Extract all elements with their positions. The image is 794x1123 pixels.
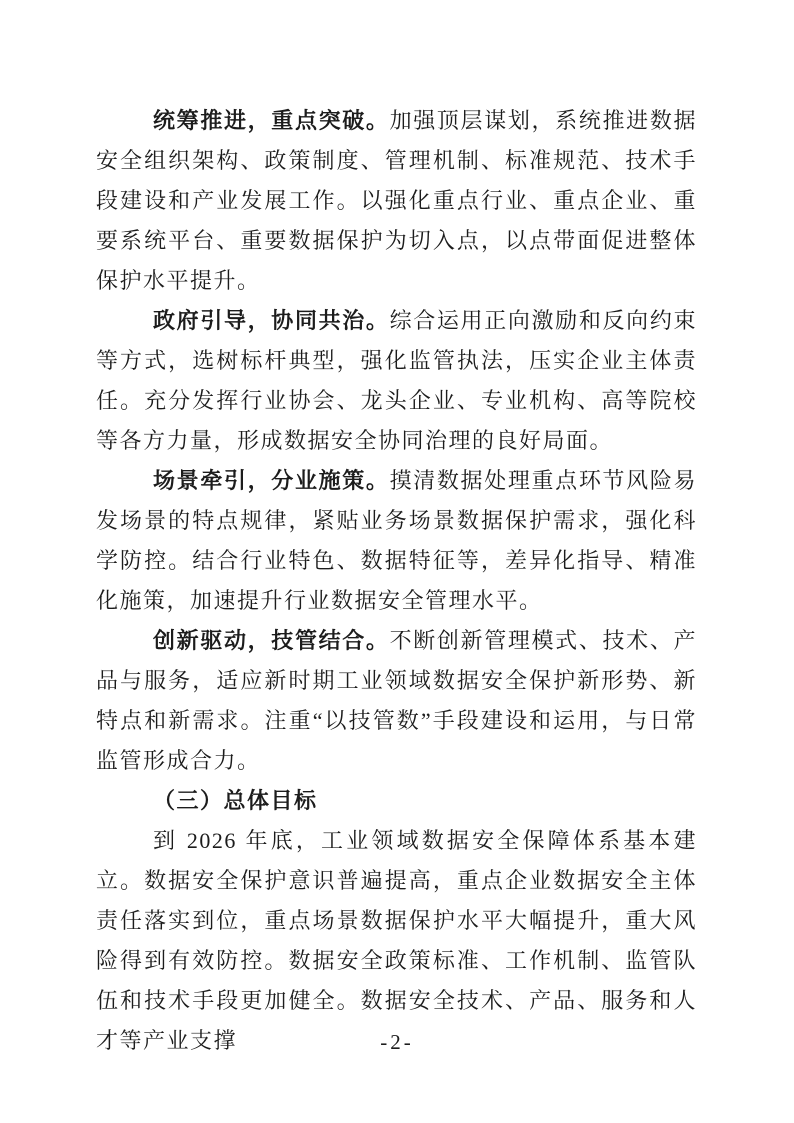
document-body xyxy=(96,101,697,1061)
paragraph-overall-goal xyxy=(96,821,697,1061)
paragraph-guideline-2 xyxy=(96,301,697,461)
paragraph-lead-bold: 统筹推进，重点突破。 xyxy=(153,108,390,133)
section-heading: （三）总体目标 xyxy=(153,788,318,813)
paragraph-text: 加强顶层谋划，系统推进数据安全组织架构、政策制度、管理机制、标准规范、技术手段建设和产业发展工作。以强化重点行业、重点企业、重要系统平台、重要数据保护为切入点，以点带面促进整体保护水平提升。 xyxy=(96,108,697,293)
paragraph-guideline-4 xyxy=(96,621,697,781)
paragraph-guideline-3 xyxy=(96,461,697,621)
paragraph-lead-bold: 创新驱动，技管结合。 xyxy=(153,628,390,653)
paragraph-text: 综合运用正向激励和反向约束等方式，选树标杆典型，强化监管执法，压实企业主体责任。充分发挥行业协会、龙头企业、专业机构、高等院校等各方力量，形成数据安全协同治理的良好局面。 xyxy=(96,308,697,453)
paragraph-lead-bold: 政府引导，协同共治。 xyxy=(153,308,390,333)
paragraph-text: 摸清数据处理重点环节风险易发场景的特点规律，紧贴业务场景数据保护需求，强化科学防控。结合行业特色、数据特征等，差异化指导、精准化施策，加速提升行业数据安全管理水平。 xyxy=(96,468,697,613)
paragraph-text: 到 2026 年底，工业领域数据安全保障体系基本建立。数据安全保护意识普遍提高，重点企业数据安全主体责任落实到位，重点场景数据保护水平大幅提升，重大风险得到有效防控。数据安全政策标准、工作机制、监管队伍和技术手段更加健全。数据安全技术、产品、服务和人才等产业支撑 xyxy=(96,828,697,1053)
paragraph-lead-bold: 场景牵引，分业施策。 xyxy=(153,468,390,493)
page-number: -2- xyxy=(380,1030,414,1054)
paragraph-guideline-1 xyxy=(96,101,697,301)
paragraph-text: 不断创新管理模式、技术、产品与服务，适应新时期工业领域数据安全保护新形势、新特点和新需求。注重“以技管数”手段建设和运用，与日常监管形成合力。 xyxy=(96,628,697,773)
